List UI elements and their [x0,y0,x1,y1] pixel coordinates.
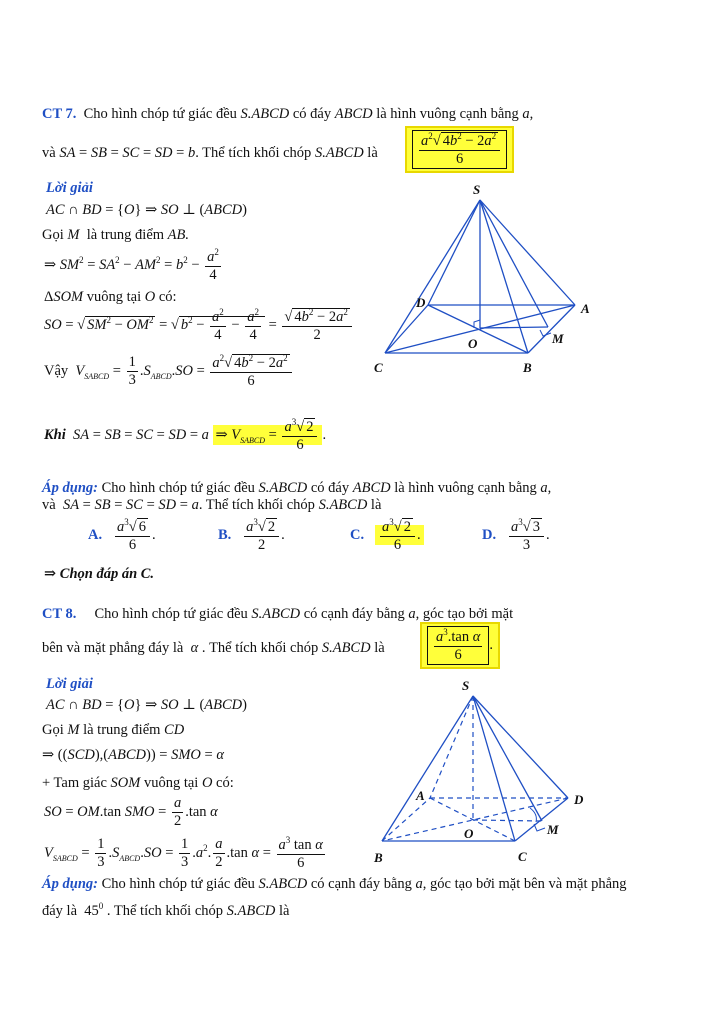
ct7-step5: SO = √ $SM^2 - OM^2$ = √ $b^2$ − $\frac{a^2}{4}$ − $\frac{a^2}{4}$ = $\frac{√ 4b^2 - 2a^2}{2}$ [44,308,354,343]
ct7-option-b[interactable]: B. $\frac{a^3√ 2}{2}$ . [218,517,285,554]
ct7-label-s: S [473,182,481,197]
ct8-pyramid-figure [370,676,600,871]
ct7-step1: AC ∩ BD = {O} ⇒ SO ⊥ (ABCD) [46,202,247,218]
ct8-step5: SO = OM.tan SMO = $\frac{a}{2}$ .tan α [44,795,218,830]
ct7-label-m: M [552,331,564,346]
ct8-label-b: B [374,850,383,865]
ct8-label-d: D [574,792,584,807]
ct7-result-formula: $\frac{a^2√ 4b^2 - 2a^2}{6}$ [405,126,514,173]
ct7-label-c: C [374,360,383,375]
ct8-label: CT 8. [42,606,77,622]
ct7-step6: Vậy $V_{SABCD}$ = $\frac{1}{3}$ $.S_{ABCD}.SO$ = $\frac{a^2√ 4b^2 - 2a^2}{6}$ [44,354,294,389]
ct8-label-a: A [416,788,425,803]
ct8-line1: Cho hình chóp tứ giác đều S.ABCD có cạnh đáy bằng a, góc tạo bởi mặt [94,606,514,622]
ct8-step6: $V_{SABCD}$ = $\frac{1}{3}$ $.S_{ABCD}.SO$ = $\frac{1}{3}$ $.a^2$. $\frac{a}{2}$ .tan α = $\frac{a^3 \tan \alpha}{6}$ [44,835,323,872]
ct7-label-a: A [581,301,590,316]
ct7-heading [42,106,533,123]
ct7-option-c[interactable]: C. $\frac{a^3√ 2}{6}$ . [350,518,424,553]
ct8-step2: Gọi M là trung điểm CD [42,722,185,738]
ct7-apdung-line2: và SA = SB = SC = SD = a. Thể tích khối chóp S.ABCD là [42,497,382,513]
ct8-heading [42,606,513,623]
ct8-label-o: O [464,826,474,841]
ct7-option-a[interactable]: A. $\frac{a^3√ 6}{6}$ . [88,517,156,554]
ct7-line1: Cho hình chóp tứ giác đều S.ABCD có đáy ABCD là hình vuông cạnh bằng a, [83,106,534,122]
ct7-line2: và SA = SB = SC = SD = b. Thể tích khối chóp S.ABCD là [42,145,378,161]
ct7-khi: Khi SA = SB = SC = SD = a ⇒ $V_{SABCD}$ = $\frac{a^3√ 2}{6}$ . [44,417,327,454]
ct7-answer: ⇒ Chọn đáp án C. [44,566,155,582]
ct7-label-b: B [523,360,532,375]
ct8-apdung-line2: đáy là $45^0$ . Thể tích khối chóp S.ABCD là [42,901,290,919]
ct7-option-d[interactable]: D. $\frac{a^3√ 3}{3}$ . [482,517,550,554]
ct8-line2: bên và mặt phẳng đáy là α . Thể tích khối chóp S.ABCD là [42,640,385,656]
ct8-label-s: S [462,678,470,693]
ct8-label-c: C [518,849,527,864]
ct8-result-formula: $\frac{a^3.\tan \alpha}{6}$ . [420,622,500,669]
ct7-step4: ΔSOM vuông tại O có: [44,289,177,305]
ct8-solution-title: Lời giải [46,676,93,692]
ct8-step1: AC ∩ BD = {O} ⇒ SO ⊥ (ABCD) [46,697,247,713]
ct8-step4: + Tam giác SOM vuông tại O có: [42,775,234,791]
ct8-label-m: M [547,822,559,837]
ct8-apdung-line1: Áp dụng: Cho hình chóp tứ giác đều S.ABCD có cạnh đáy bằng a, góc tạo bởi mặt bên và mặt phẳng [42,876,627,892]
ct7-label: CT 7. [42,106,77,122]
ct7-step2: Gọi M là trung điểm AB. [42,227,190,243]
ct7-label-o: O [468,336,478,351]
ct7-solution-title: Lời giải [46,180,93,196]
ct7-pyramid-figure [370,180,600,380]
ct7-step3: ⇒ $SM^2 = SA^2 - AM^2 = b^2$ − $\frac{a^2}{4}$ [44,247,219,284]
ct7-khi-highlight: ⇒ $V_{SABCD}$ = $\frac{a^3√ 2}{6}$ [213,425,323,445]
ct8-step3: ⇒ ((SCD),(ABCD)) = SMO = α [42,747,224,763]
ct7-label-d: D [416,295,426,310]
ct7-apdung-line1: Áp dụng: Cho hình chóp tứ giác đều S.ABCD có đáy ABCD là hình vuông cạnh bằng a, [42,480,552,496]
